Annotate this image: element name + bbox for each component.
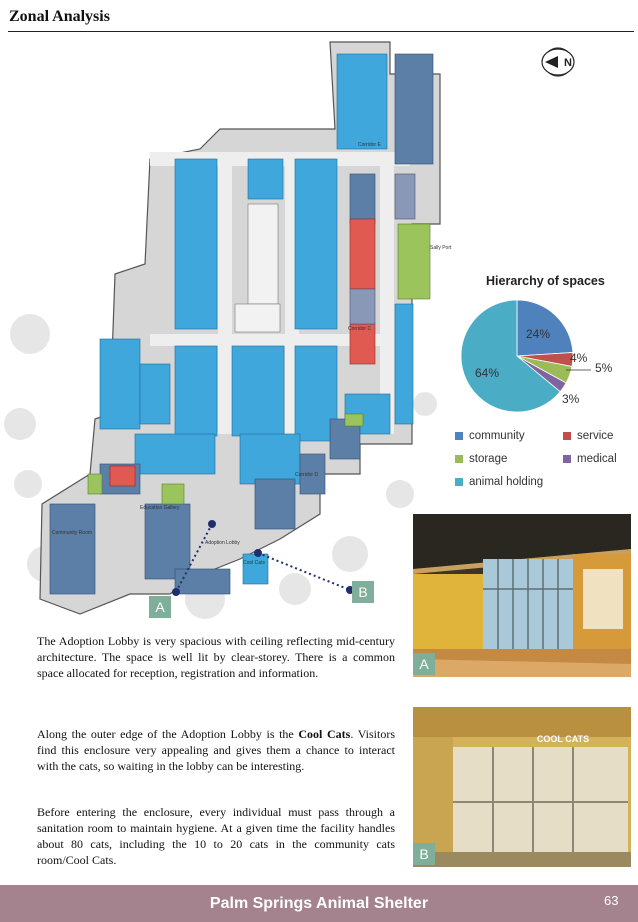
footer-title: Palm Springs Animal Shelter [209,895,429,912]
north-arrow-icon [540,47,576,77]
legend-swatch [455,478,463,486]
svg-text:N: N [564,57,572,69]
svg-text:B: B [358,584,368,600]
pie-label-storage: 5% [595,361,613,375]
pie-chart [455,295,635,415]
floor-plan [0,34,452,624]
legend-swatch [563,455,571,463]
page-number: 63 [604,893,619,908]
chart-title: Hierarchy of spaces [486,274,605,288]
photo-a-illustration [413,514,631,677]
sally-port-label: Sally Port [430,245,452,251]
svg-text:A: A [155,599,165,615]
legend-swatch [563,432,571,440]
corridor-d-label: Corridor D [295,472,319,478]
photo-b-illustration [413,707,631,867]
photo-a-tag: A [413,653,435,675]
pie-label-service: 4% [570,351,588,365]
paragraph-cool-cats: Along the outer edge of the Adoption Lobby is the Cool Cats. Visitors find this enclosure very appealing and gives them a chance to interact with the cats, so waiting in the lobby can be interesting. [37,727,395,773]
cool-cats-sign: COOL CATS [536,734,590,744]
paragraph-adoption-lobby: The Adoption Lobby is very spacious with ceiling reflecting mid-century architecture. The space is well lit by clear-storey. There is a common space allocated for reception, registration and information. [37,634,395,680]
corridor-c [150,334,380,346]
pie-label-medical: 3% [562,392,580,406]
view-marker-b [352,581,374,603]
legend-service: service [563,430,613,442]
corridor-c-label: Corridor C [348,326,372,332]
page-title: Zonal Analysis [9,8,110,25]
pie-label-community: 24% [526,327,551,341]
view-marker-a [149,596,171,618]
legend-animal-holding: animal holding [455,476,543,488]
photo-cool-cats [413,707,631,867]
corridor-e-label: Corridor E [358,142,381,148]
header-divider [8,31,634,32]
community-room-label: Community Room [52,530,93,536]
adoption-lobby-label: Adoption Lobby [205,540,240,546]
paragraph-sanitation: Before entering the enclosure, every individual must pass through a sanitation room to maintain hygiene. At a given time the facility handles about 80 cats, including the 10 to 20 cats in the community cats room/Cool Cats. [37,805,395,867]
cool-cats-label: Cool Cats [243,560,265,566]
legend-swatch [455,432,463,440]
corridor-a [218,164,232,434]
legend-medical: medical [563,453,617,465]
corridor-d [380,164,394,434]
photo-b-tag: B [413,843,435,865]
pie-label-animal-holding: 64% [475,366,500,380]
legend-storage: storage [455,453,507,465]
photo-adoption-lobby [413,514,631,677]
legend-swatch [455,455,463,463]
legend-community: community [455,430,525,442]
education-gallery-label: Education Gallery [140,505,180,511]
